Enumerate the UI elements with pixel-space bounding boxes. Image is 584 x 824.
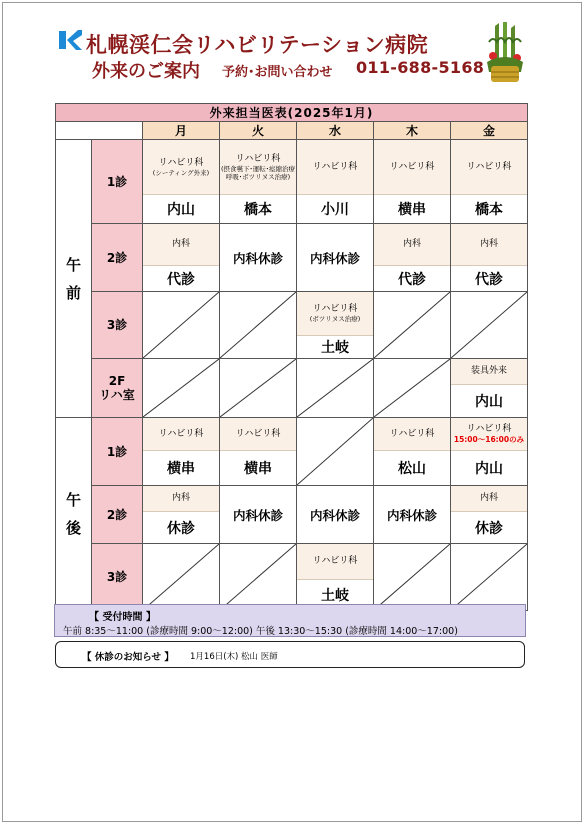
schedule-cell-morning-wed	[297, 224, 374, 292]
no-clinic-slash	[374, 292, 450, 358]
day-header-wed: 水	[297, 122, 374, 140]
closed-label: 内科休診	[232, 251, 283, 266]
day-header-thu: 木	[374, 122, 451, 140]
schedule-cell-morning-mon	[143, 292, 220, 359]
schedule-cell-morning-tue	[220, 292, 297, 359]
department-name: リハビリ科	[389, 428, 435, 439]
doctor-name: 内山	[475, 394, 503, 410]
doctor-name: 小川	[321, 202, 349, 218]
department-label	[297, 292, 373, 336]
department-time-note: 15:00～16:00のみ	[453, 435, 525, 444]
day-header-mon: 月	[143, 122, 220, 140]
department-name: 内科	[171, 493, 190, 503]
department-name: 内科	[479, 493, 498, 503]
period-char: 後	[65, 519, 81, 537]
closed-label: 内科休診	[386, 508, 437, 523]
reception-hours-box	[54, 604, 526, 637]
schedule-cell-afternoon-fri	[451, 418, 528, 486]
doctor-name: 内山	[167, 202, 195, 218]
no-clinic-slash	[451, 544, 527, 610]
no-clinic-slash	[220, 359, 296, 417]
schedule-cell-afternoon-tue	[220, 418, 297, 486]
department-label	[451, 224, 527, 266]
schedule-cell-morning-tue	[220, 224, 297, 292]
room-label	[92, 486, 143, 544]
department-name: リハビリ科	[312, 556, 358, 566]
schedule-cell-morning-thu	[374, 292, 451, 359]
no-clinic-slash	[220, 544, 296, 610]
schedule-cell-morning-fri	[451, 140, 528, 224]
department-label	[143, 224, 219, 266]
department-name: リハビリ科	[235, 428, 281, 439]
schedule-cell-morning-mon	[143, 359, 220, 418]
room-name: 1診	[106, 444, 128, 459]
schedule-cell-morning-fri	[451, 359, 528, 418]
department-label	[451, 140, 527, 195]
no-clinic-slash	[297, 359, 373, 417]
schedule-cell-afternoon-thu	[374, 418, 451, 486]
k-logo-icon	[58, 28, 82, 52]
period-char: 前	[65, 283, 81, 302]
room-name: 2F	[108, 374, 126, 388]
schedule-cell-morning-wed	[297, 359, 374, 418]
contact-label: 予約･お問い合わせ	[222, 65, 333, 80]
doctor-name: 内山	[475, 461, 503, 477]
department-name: 装具外来	[470, 366, 507, 376]
schedule-cell-afternoon-mon	[143, 544, 220, 611]
no-clinic-slash	[143, 292, 219, 358]
room-label	[92, 140, 143, 224]
period-char: 午	[65, 491, 81, 509]
no-clinic-slash	[451, 292, 527, 358]
department-label	[220, 140, 296, 195]
department-name: 内科	[402, 239, 421, 249]
schedule-cell-morning-fri	[451, 224, 528, 292]
no-clinic-slash	[143, 359, 219, 417]
department-name: リハビリ科	[158, 157, 204, 168]
period-label-afternoon	[56, 418, 92, 611]
no-clinic-slash	[143, 544, 219, 610]
no-clinic-slash	[374, 359, 450, 417]
department-name: リハビリ科	[466, 424, 512, 434]
schedule-cell-afternoon-wed	[297, 486, 374, 544]
department-detail: (シーティング外来)	[152, 168, 210, 177]
department-detail: (ボツリヌス治療)	[309, 315, 361, 323]
schedule-cell-morning-wed	[297, 140, 374, 224]
department-label	[451, 418, 527, 451]
room-name: 3診	[106, 318, 128, 332]
hospital-name: 札幌渓仁会リハビリテーション病院	[86, 33, 429, 57]
room-label	[92, 292, 143, 359]
department-detail: (摂食嚥下･運転･痙縮治療 呼吸･ボツリヌス治療)	[220, 164, 296, 181]
doctor-name: 松山	[398, 461, 426, 477]
department-name: リハビリ科	[158, 428, 204, 439]
room-name: リハ室	[99, 388, 135, 402]
department-label	[143, 486, 219, 512]
schedule-cell-afternoon-thu	[374, 544, 451, 611]
no-clinic-slash	[374, 544, 450, 610]
schedule-cell-morning-mon	[143, 224, 220, 292]
schedule-cell-morning-thu	[374, 359, 451, 418]
reception-hours-text: 午前 8:35～11:00 (診療時間 9:00～12:00) 午後 13:30～15:30 (診療時間 14:00～17:00)	[63, 626, 458, 637]
schedule-cell-afternoon-thu	[374, 486, 451, 544]
schedule-cell-afternoon-fri	[451, 486, 528, 544]
department-label	[374, 140, 450, 195]
room-label	[92, 224, 143, 292]
department-label	[220, 418, 296, 451]
doctor-name: 横串	[167, 461, 195, 477]
doctor-name: 代診	[167, 271, 195, 288]
department-name: リハビリ科	[235, 153, 281, 164]
room-name: 1診	[106, 174, 128, 189]
kadomatsu-icon	[483, 22, 527, 84]
period-label-morning	[56, 140, 92, 418]
schedule-cell-morning-thu	[374, 224, 451, 292]
department-name: リハビリ科	[312, 161, 358, 172]
department-label	[143, 140, 219, 195]
phone-number[interactable]: 011-688-5168	[356, 58, 485, 77]
department-label	[297, 140, 373, 195]
closure-notice-text: 1月16日(木) 松山 医師	[190, 652, 278, 662]
schedule-cell-afternoon-fri	[451, 544, 528, 611]
department-name: リハビリ科	[312, 304, 358, 314]
department-label	[374, 418, 450, 451]
room-label	[92, 544, 143, 611]
schedule-cell-morning-mon	[143, 140, 220, 224]
room-label	[92, 418, 143, 486]
closed-label: 内科休診	[232, 508, 283, 523]
schedule-cell-afternoon-tue	[220, 544, 297, 611]
room-name: 2診	[106, 507, 128, 522]
outpatient-guide-title: 外来のご案内	[92, 61, 200, 82]
header-corner	[56, 122, 143, 140]
schedule-cell-afternoon-tue	[220, 486, 297, 544]
department-name: リハビリ科	[466, 161, 512, 172]
department-label	[451, 486, 527, 512]
room-label	[92, 359, 143, 418]
period-char: 午	[65, 255, 81, 274]
day-header-tue: 火	[220, 122, 297, 140]
schedule-cell-afternoon-mon	[143, 418, 220, 486]
doctor-name: 代診	[398, 271, 426, 288]
doctor-name: 休診	[475, 520, 503, 537]
room-name: 3診	[106, 570, 128, 584]
department-label	[143, 418, 219, 451]
closure-notice-box	[55, 641, 525, 668]
doctor-name: 横串	[244, 461, 272, 477]
doctor-name: 横串	[398, 202, 426, 218]
department-name: 内科	[171, 239, 190, 249]
doctor-name: 橋本	[475, 202, 503, 218]
schedule-cell-morning-fri	[451, 292, 528, 359]
schedule-cell-morning-wed	[297, 292, 374, 359]
schedule-cell-afternoon-mon	[143, 486, 220, 544]
no-clinic-slash	[220, 292, 296, 358]
schedule-table	[55, 103, 528, 611]
doctor-name: 土岐	[321, 340, 349, 356]
schedule-cell-afternoon-wed	[297, 418, 374, 486]
schedule-title: 外来担当医表(2025年1月)	[56, 104, 528, 122]
closed-label: 内科休診	[309, 251, 360, 266]
department-label	[297, 544, 373, 580]
reception-hours-title: 【 受付時間 】	[89, 612, 156, 623]
department-label	[451, 359, 527, 385]
department-name: リハビリ科	[389, 161, 435, 172]
department-label	[374, 224, 450, 266]
schedule-cell-morning-thu	[374, 140, 451, 224]
doctor-name: 代診	[475, 271, 503, 288]
room-name: 2診	[106, 250, 128, 265]
no-clinic-slash	[297, 418, 373, 485]
closure-notice-title: 【 休診のお知らせ 】	[82, 652, 174, 663]
doctor-name: 橋本	[244, 202, 272, 218]
closed-label: 内科休診	[309, 508, 360, 523]
doctor-name: 土岐	[321, 588, 349, 604]
schedule-cell-afternoon-wed	[297, 544, 374, 611]
doctor-name: 休診	[167, 520, 195, 537]
department-name: 内科	[479, 239, 498, 249]
schedule-cell-morning-tue	[220, 359, 297, 418]
schedule-cell-morning-tue	[220, 140, 297, 224]
day-header-fri: 金	[451, 122, 528, 140]
